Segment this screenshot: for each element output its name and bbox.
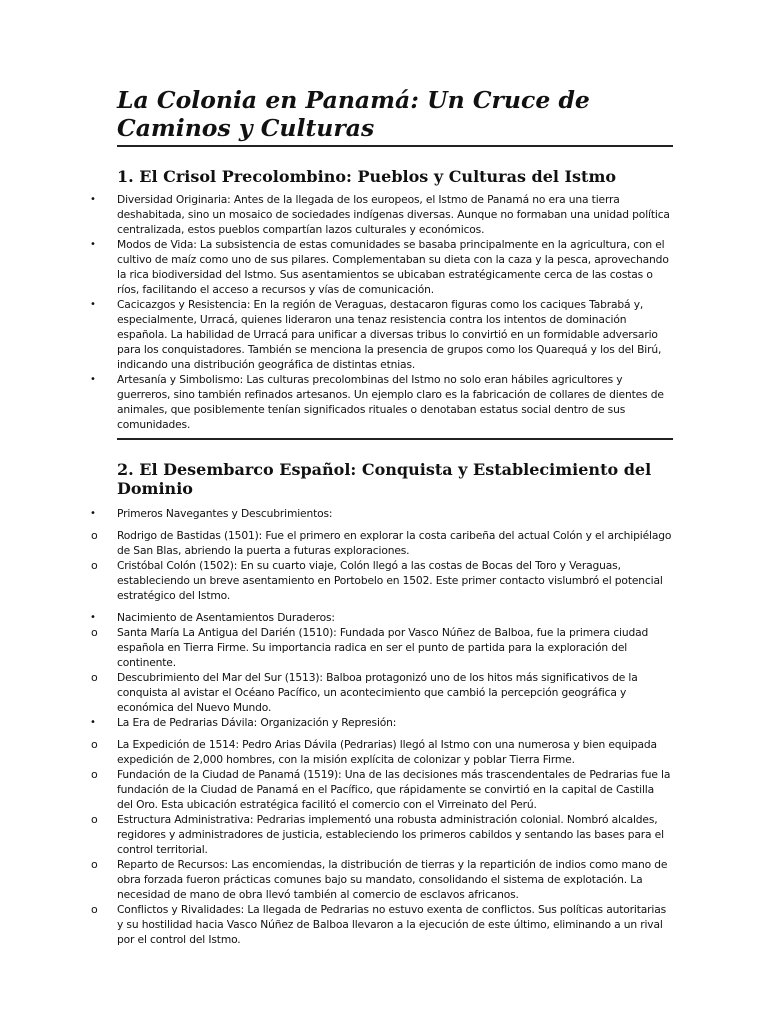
sub-list-item: o Descubrimiento del Mar del Sur (1513): Balboa protagonizó uno de los hitos más significativos de la conquista al avistar el Océano Pacífico, un acontecimiento que cambió la percepción geográfica y económica del Nuevo Mundo. (91, 671, 638, 714)
list-item: • Cacicazgos y Resistencia: En la región de Veraguas, destacaron figuras como los caciques Tabrabá y, especialmente, Urracá, quienes lideraron una tenaz resistencia contra los intentos de dominación española. La habilidad de Urracá para unificar a diversas tribus lo convirtió en un formidable adversario para los conquistadores. También se menciona la presencia de grupos como los Quarequá y los del Birú, indicando una distribución geográfica de distintas etnias. (90, 298, 662, 371)
sub-list-item: o Fundación de la Ciudad de Panamá (1519): Una de las decisiones más trascendentales de Pedrarias fue la fundación de la Ciudad de Panamá en el Pacífico, que rápidamente se convirtió en la capital de Castilla del Oro. Esta ubicación estratégica facilitó el comercio con el Virreinato del Perú. (91, 768, 671, 811)
section-1-list (90, 192, 673, 432)
circle-bullet-icon: o (91, 671, 98, 684)
bullet-icon: • (90, 299, 96, 310)
title-line-1: La Colonia en Panamá: Un Cruce de (117, 86, 590, 114)
list-item: • La Era de Pedrarias Dávila: Organización y Represión: (90, 716, 397, 729)
circle-bullet-icon: o (91, 626, 98, 639)
circle-bullet-icon: o (91, 738, 98, 751)
circle-bullet-icon: o (91, 858, 98, 871)
bullet-icon: • (90, 239, 96, 250)
document-title (117, 86, 673, 147)
sub-list-item: o Cristóbal Colón (1502): En su cuarto viaje, Colón llegó a las costas de Bocas del Toro y Veraguas, estableciendo un breve asentamiento en Portobelo en 1502. Este primer contacto vislumbró el potencial estratégico del Istmo. (91, 559, 663, 602)
circle-bullet-icon: o (91, 559, 98, 572)
sub-list-item: o Rodrigo de Bastidas (1501): Fue el primero en explorar la costa caribeña del actual Colón y el archipiélago de San Blas, abriendo la puerta a futuras exploraciones. (91, 529, 672, 557)
list-item: • Artesanía y Simbolismo: Las culturas precolombinas del Istmo no solo eran hábiles agricultores y guerreros, sino también refinados artesanos. Un ejemplo claro es la fabricación de collares de dientes de animales, que posiblemente tenían significados rituales o denotaban estatus social dentro de sus comunidades. (90, 373, 664, 431)
title-line-2: Caminos y Culturas (117, 114, 375, 142)
sub-list-item: o Conflictos y Rivalidades: La llegada de Pedrarias no estuvo exenta de conflictos. Sus políticas autoritarias y su hostilidad hacia Vasco Núñez de Balboa llevaron a la ejecución de este último, eliminando a un rival por el control del Istmo. (91, 903, 667, 946)
list-item: • Primeros Navegantes y Descubrimientos: (90, 507, 333, 520)
sub-list-item: o Estructura Administrativa: Pedrarias implementó una robusta administración colonial. Nombró alcaldes, regidores y administradores de justicia, estableciendo los primeros cabildos y sentando las bases para el control territorial. (91, 813, 664, 856)
bullet-icon: • (90, 717, 96, 728)
section-precolombino (90, 167, 673, 432)
circle-bullet-icon: o (91, 903, 98, 916)
list-item: • Modos de Vida: La subsistencia de estas comunidades se basaba principalmente en la agricultura, con el cultivo de maíz como uno de sus pilares. Complementaban su dieta con la caza y la pesca, aprovechando la rica biodiversidad del Istmo. Sus asentamientos se ubicaban estratégicamente cerca de las costas o ríos, facilitando el acceso a recursos y vías de comunicación. (90, 238, 669, 296)
bullet-icon: • (90, 612, 96, 623)
sub-list-item: o Reparto de Recursos: Las encomiendas, la distribución de tierras y la repartición de indios como mano de obra forzada fueron prácticas comunes bajo su mandato, consolidando el sistema de explotación. La necesidad de mano de obra llevó también al comercio de esclavos africanos. (91, 858, 668, 901)
section-2-list (90, 506, 673, 947)
circle-bullet-icon: o (91, 529, 98, 542)
sub-list-item: o La Expedición de 1514: Pedro Arias Dávila (Pedrarias) llegó al Istmo con una numerosa y bien equipada expedición de 2,000 hombres, con la misión explícita de colonizar y poblar Tierra Firme. (91, 738, 657, 766)
section-2-heading: 2. El Desembarco Español: Conquista y Establecimiento del Dominio (117, 460, 652, 498)
section-desembarco (90, 438, 673, 947)
bullet-icon: • (90, 508, 96, 519)
bullet-icon: • (90, 374, 96, 385)
bullet-icon: • (90, 194, 96, 205)
sub-list-item: o Santa María La Antigua del Darién (1510): Fundada por Vasco Núñez de Balboa, fue la primera ciudad española en Tierra Firme. Su importancia radica en ser el punto de partida para la exploración del continente. (91, 626, 649, 669)
list-item: • Diversidad Originaria: Antes de la llegada de los europeos, el Istmo de Panamá no era una tierra deshabitada, sino un mosaico de sociedades indígenas diversas. Aunque no formaban una unidad política centralizada, estos pueblos compartían lazos culturales y económicos. (90, 193, 670, 236)
circle-bullet-icon: o (91, 813, 98, 826)
circle-bullet-icon: o (91, 768, 98, 781)
section-1-heading: 1. El Crisol Precolombino: Pueblos y Culturas del Istmo (117, 167, 617, 186)
list-item: • Nacimiento de Asentamientos Duraderos: (90, 611, 335, 624)
